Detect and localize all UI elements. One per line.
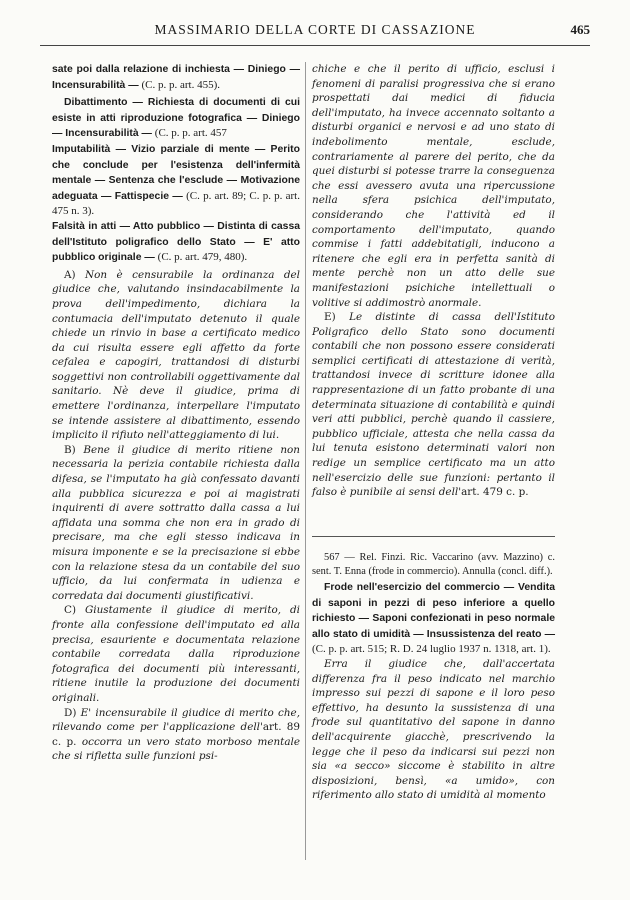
- maxim-paragraph: E) Le distinte di cassa dell'Istituto Poligrafico dello Stato sono documenti contabili che non possono essere considerati semplici certificati di attestazione di verità, trattandosi invece di scritture idonee alla rappresentazione di un fatto probante di una determinata situazione di contabilità e quindi veri atti pubblici, perchè quando il cassiere, pubblico ufficiale, attesta che nella cassa da lui tenuta esistono determinati valori non redige un semplice certificato ma un atto nell'esercizio delle sue funzioni: pertanto il falso è punibile ai sensi dell'art. 479 c. p.: [312, 311, 555, 499]
- column-divider: [305, 62, 306, 860]
- header-rule: [40, 45, 590, 46]
- maxim-paragraph: C) Giustamente il giudice di merito, di fronte alla confessione dell'imputato ed alla precisa, esauriente e documentata relazione contabile corredata dalla riproduzione fotografica dei documenti più interessanti, ritiene inutile la produzione dei documenti originali.: [52, 604, 300, 704]
- left-column: [52, 62, 300, 764]
- heading-block: Frode nell'esercizio del commercio — Vendita di saponi in pezzi di peso inferiore a quello richiesto — Saponi confezionati in peso normale allo stato di umidità — Insussistenza del reato — (C. p. p. art. 515; R. D. 24 luglio 1937 n. 1318, art. 1).: [312, 582, 555, 656]
- heading-block: Dibattimento — Richiesta di documenti di cui esiste in atti riproduzione fotografica — Diniego — Incensurabilità — (C. p. p. art. 457: [52, 97, 300, 140]
- heading-block: Falsità in atti — Atto pubblico — Distinta di cassa dell'Istituto poligrafico dello Stato — E' atto pubblico originale — (C. p. art. 479, 480).: [52, 220, 300, 264]
- maxim-paragraph: D) E' incensurabile il giudice di merito che, rilevando come per l'applicazione dell'art. 89 c. p. occorra un vero stato morboso mentale che si rifletta sulle funzioni psi-: [52, 706, 300, 763]
- case-reference: 567 — Rel. Finzi. Ric. Vaccarino (avv. Mazzino) c. sent. T. Enna (frode in commercio). Annulla (concl. diff.).: [312, 551, 555, 578]
- page-header: [40, 22, 590, 44]
- section-separator: [312, 536, 555, 537]
- maxim-paragraph: Erra il giudice che, dall'accertata differenza fra il peso indicato nel marchio impresso sui pezzi di sapone e il loro peso effettivo, ha desunto la sussistenza di una frode sul quantitativo del sapone in danno dell'acquirente giacchè, prescrivendo la legge che il peso da indicarsi sui pezzi non sia «a secco» siccome è stabilito in altre disposizioni, bensì, «a umido», con riferimento allo stato di umidità al momento: [312, 657, 555, 802]
- maxim-paragraph: chiche e che il perito di ufficio, esclusi i fenomeni di paralisi progressiva che si erano prospettati dai medici di fiducia dell'imputato, ha invece accennato soltanto a disturbi organici e nervosi e ad uno stato di indebolimento mentale, esclude, contrariamente al parere del perito, che da quei disturbi si potesse trarre la conseguenza che essi avessero avuta una ripercussione nella sfera psichica dell'imputato, considerando che l'attività ed il comportamento dell'imputato, quando commise i fatti addebitatigli, inducono a ritenere che egli era in perfetta sanità di mente perchè non un atto delle sue manifestazioni psichiche intellettuali o volitive si addimostrò anormale.: [312, 63, 555, 309]
- maxim-paragraph: B) Bene il giudice di merito ritiene non necessaria la perizia contabile richiesta dalla difesa, se l'imputato ha già confessato davanti alla pubblica sicurezza e poi ai magistrati inquirenti di avere sottratto dalla cassa a lui affidata una somma che non era in grado di precisare, ma che egli stesso indicava in misura imponente e se la precisazione si ebbe con la relazione stesa da un contabile del suo ufficio, da lui confermata in udienza e corredata dai documenti giustificativi.: [52, 443, 300, 602]
- heading-block: sate poi dalla relazione di inchiesta — Diniego — Incensurabilità — (C. p. p. art. 455).: [52, 64, 300, 91]
- right-column: [312, 62, 555, 803]
- heading-block: Imputabilità — Vizio parziale di mente — Perito che conclude per l'esistenza dell'infermità mentale — Sentenza che l'esclude — Motivazione adeguata — Fattispecie — (C. p. art. 89; C. p. p. art. 475 n. 3).: [52, 143, 300, 218]
- page-number: 465: [570, 22, 590, 37]
- maxim-paragraph: A) Non è censurabile la ordinanza del giudice che, valutando insindacabilmente la prova dell'impedimento, dichiara la contumacia dell'imputato detenuto il quale chiede un rinvio in base a certificato medico da cui risulta essere egli affetto da forte cefalea e capogiri, trattandosi di disturbi soggettivi non controllabili oggettivamente dal sanitario. Nè deve il giudice, prima di emettere l'ordinanza, interpellare l'imputato se intende assistere al dibattimento, essendo implicito il rifiuto nell'atteggiamento di lui.: [52, 268, 300, 442]
- running-title: MASSIMARIO DELLA CORTE DI CASSAZIONE: [154, 22, 476, 37]
